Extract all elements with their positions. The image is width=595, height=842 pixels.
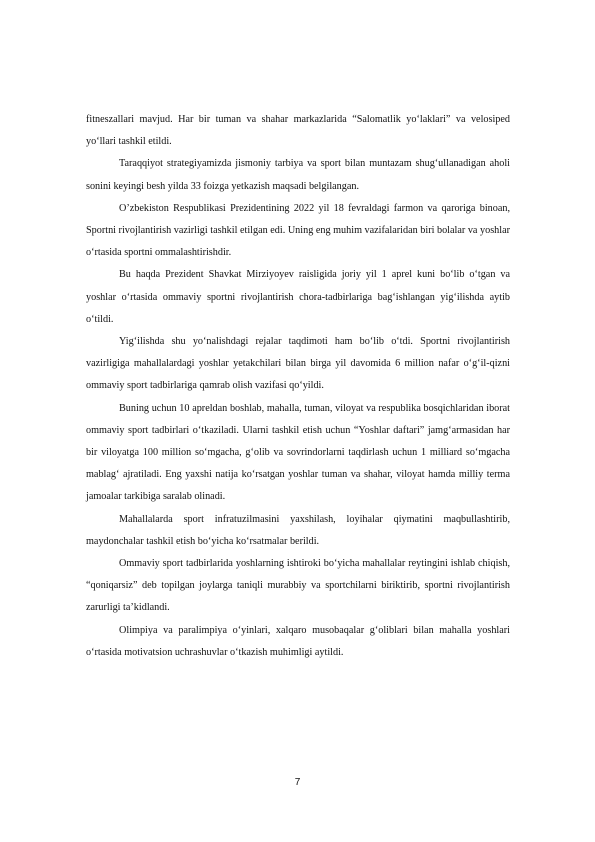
page-number: 7 xyxy=(294,777,301,788)
paragraph-7: Mahallalarda sport infratuzilmasini yaxshilash, loyihalar qiymatini maqbullashtirib, maydonchalar tashkil etish bo‘yicha ko‘rsatmalar berildi. xyxy=(86,513,510,547)
document-body xyxy=(86,109,510,664)
paragraph-8: Ommaviy sport tadbirlarida yoshlarning ishtiroki bo‘yicha mahallalar reytingini ishlab chiqish, “qoniqarsiz” deb topilgan joylarga taniqli murabbiy va sportchilarni biriktirib, sportni rivojlantirish zarurligi ta’kidlandi. xyxy=(86,558,510,614)
paragraph-9: Olimpiya va paralimpiya o‘yinlari, xalqaro musobaqalar g‘oliblari bilan mahalla yoshlari o‘rtasida motivatsion uchrashuvlar o‘tkazish muhimligi aytildi. xyxy=(86,624,510,658)
paragraph-3: O’zbekiston Respublikasi Prezidentining 2022 yil 18 fevraldagi farmon va qaroriga binoan, Sportni rivojlantirish vazirligi tashkil etilgan edi. Uning eng muhim vazifalaridan biri bolalar va yoshlar o‘rtasida sportni ommalashtirishdir. xyxy=(86,202,510,259)
paragraph-5: Yig‘ilishda shu yo‘nalishdagi rejalar taqdimoti ham bo‘lib o‘tdi. Sportni rivojlantirish vazirligiga mahallalardagi yoshlar yetakchilari bilan birga yil davomida 6 million nafar o‘g‘il-qizni ommaviy sport tadbirlariga qamrab olish vazifasi qo‘yildi. xyxy=(86,336,510,392)
paragraph-1: fitneszallari mavjud. Har bir tuman va shahar markazlarida “Salomatlik yo‘laklari” va velosiped yo‘llari tashkil etildi. xyxy=(86,114,510,148)
paragraph-2: Taraqqiyot strategiyamizda jismoniy tarbiya va sport bilan muntazam shug‘ullanadigan aholi sonini keyingi besh yilda 33 foizga yetkazish maqsadi belgilangan. xyxy=(86,158,510,192)
paragraph-6: Buning uchun 10 apreldan boshlab, mahalla, tuman, viloyat va respublika bosqichlaridan iborat ommaviy sport tadbirlari o‘tkaziladi. Ularni tashkil etish uchun “Yoshlar daftari” jamg‘armasidan har bir viloyatga 100 million so‘mgacha, g‘olib va sovrindorlarni taqdirlash uchun 1 milliard so‘mgacha mablag‘ ajratiladi. Eng yaxshi natija ko‘rsatgan yoshlar tuman va shahar, viloyat hamda milliy terma jamoalar tarkibiga saralab olinadi. xyxy=(86,402,510,503)
paragraph-4: Bu haqda Prezident Shavkat Mirziyoyev raisligida joriy yil 1 aprel kuni bo‘lib o‘tgan va yoshlar o‘rtasida ommaviy sportni rivojlantirish chora-tadbirlariga bag‘ishlangan yig‘ilishda aytib o‘tildi. xyxy=(86,269,510,325)
